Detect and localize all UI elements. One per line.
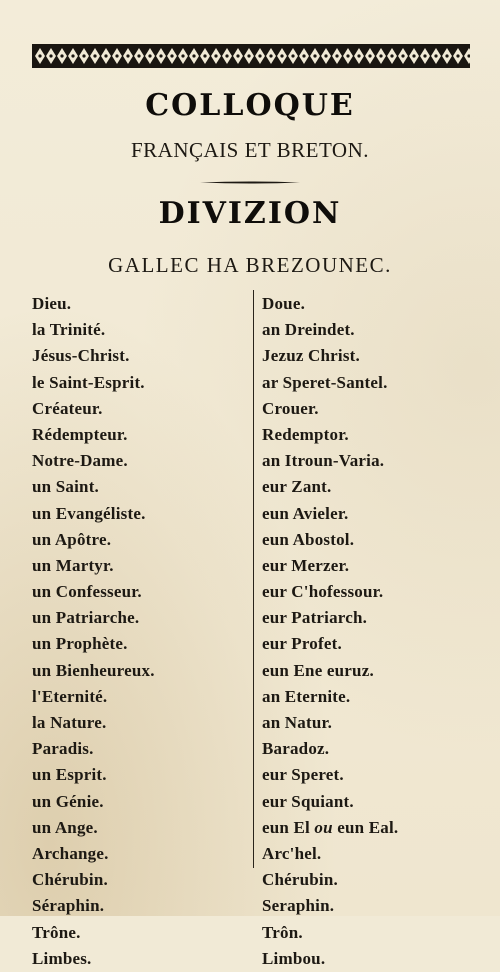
french-term: Séraphin.	[32, 896, 105, 916]
breton-term: eun Abostol.	[262, 529, 355, 549]
breton-term: Seraphin.	[262, 896, 335, 916]
breton-term: Crouer.	[262, 398, 319, 418]
french-term: la Trinité.	[32, 320, 106, 340]
breton-term: eur Zant.	[262, 477, 332, 497]
french-term: Archange.	[32, 843, 109, 863]
french-term: Chérubin.	[32, 870, 108, 890]
subtitle-french-breton: FRANÇAIS ET BRETON.	[130, 138, 369, 162]
breton-term: Arc'hel.	[262, 843, 322, 863]
breton-term: Baradoz.	[262, 739, 330, 759]
short-rule	[200, 181, 300, 184]
breton-term: an Natur.	[262, 713, 333, 732]
breton-term: ar Speret-Santel.	[262, 372, 388, 392]
french-term: l'Eternité.	[32, 686, 108, 706]
french-term: la Nature.	[32, 713, 107, 732]
breton-term: Doue.	[262, 294, 306, 313]
breton-term: eun Ene euruz.	[262, 660, 374, 680]
ornamental-band	[32, 44, 470, 68]
breton-term: Jezuz Christ.	[262, 346, 360, 366]
breton-term: eur Speret.	[262, 765, 344, 785]
french-term: le Saint-Esprit.	[32, 372, 145, 392]
subtitle-gallec-brezounec: GALLEC HA BREZOUNEC.	[108, 253, 392, 277]
breton-term: an Dreindet.	[262, 320, 355, 340]
breton-term: Trôn.	[262, 922, 303, 942]
french-term: un Apôtre.	[32, 529, 112, 549]
breton-term: eur Squiant.	[262, 791, 354, 811]
french-term: un Prophète.	[32, 634, 128, 654]
french-term: Jésus-Christ.	[32, 346, 130, 366]
breton-term: Redemptor.	[262, 424, 349, 444]
french-term: un Bienheureux.	[32, 660, 155, 680]
french-term: un Confesseur.	[32, 582, 142, 602]
column-divider	[253, 290, 254, 868]
french-column	[32, 291, 247, 972]
breton-term: eun Avieler.	[262, 503, 349, 523]
french-term: Dieu.	[32, 294, 72, 313]
french-term: un Génie.	[32, 791, 104, 811]
french-term: un Esprit.	[32, 765, 107, 785]
title-colloque: COLLOQUE	[145, 88, 355, 123]
breton-column	[262, 291, 492, 972]
breton-term: eun El ou eun Eal.	[262, 817, 399, 837]
french-term: un Evangéliste.	[32, 503, 146, 523]
breton-term: eur Profet.	[262, 634, 342, 654]
french-term: Limbes.	[32, 948, 92, 968]
french-term: Trône.	[32, 922, 81, 942]
breton-term: Chérubin.	[262, 870, 338, 890]
breton-term: an Eternite.	[262, 686, 351, 706]
breton-term: eur C'hofessour.	[262, 582, 384, 602]
french-term: Créateur.	[32, 398, 103, 418]
french-term: un Ange.	[32, 817, 98, 837]
breton-term: Limbou.	[262, 948, 326, 968]
french-term: Paradis.	[32, 739, 94, 759]
french-term: Rédempteur.	[32, 424, 128, 444]
breton-term: eur Merzer.	[262, 555, 350, 575]
french-term: un Saint.	[32, 477, 100, 497]
title-divizion: DIVIZION	[158, 196, 342, 231]
breton-term: an Itroun-Varia.	[262, 451, 385, 471]
french-term: un Martyr.	[32, 555, 114, 575]
french-term: Notre-Dame.	[32, 451, 128, 471]
french-term: un Patriarche.	[32, 608, 140, 628]
breton-term: eur Patriarch.	[262, 608, 368, 628]
